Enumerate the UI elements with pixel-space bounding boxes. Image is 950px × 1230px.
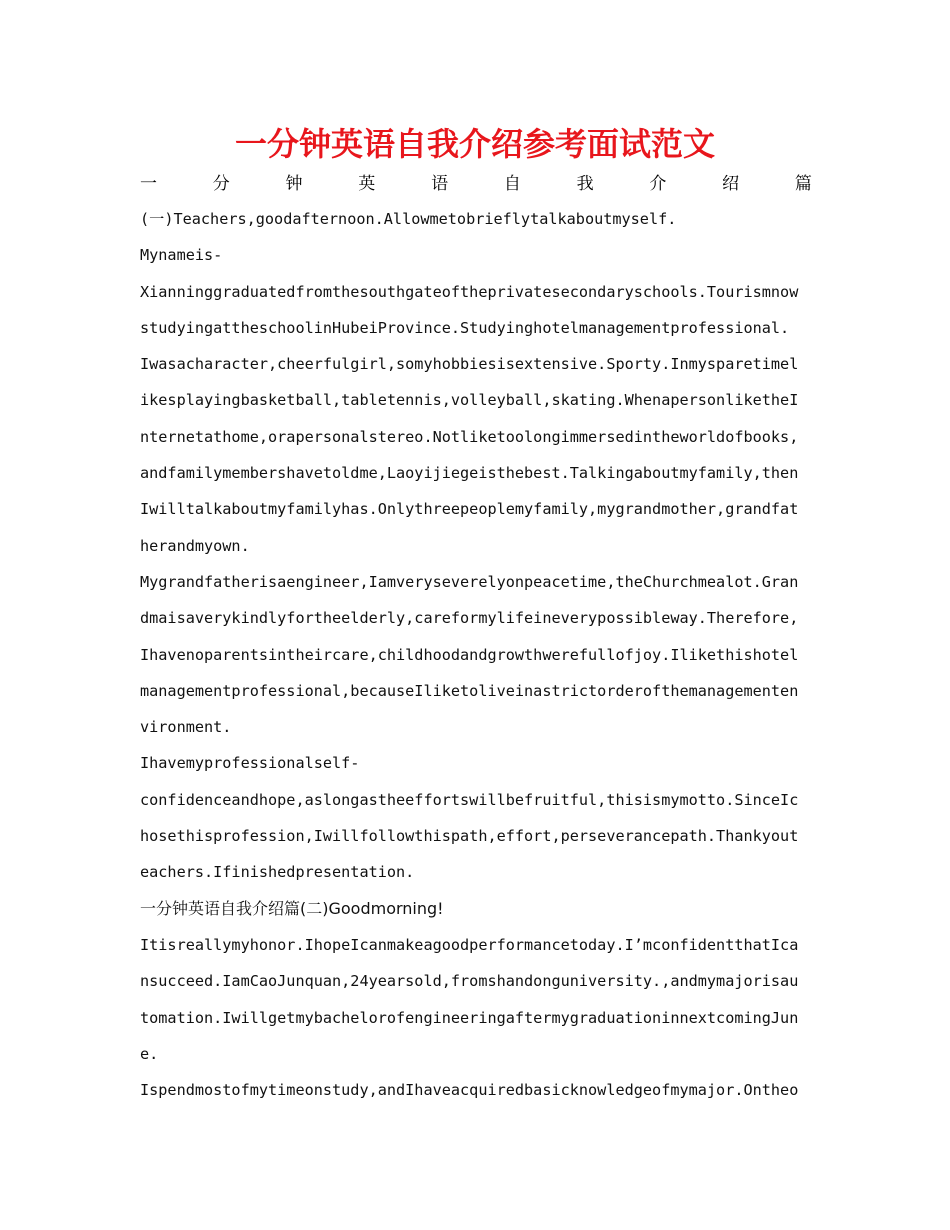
heading-char: 一 (140, 173, 157, 194)
text-line: ikesplayingbasketball,tabletennis,volleyball,skating.WhenapersonliketheI (140, 391, 799, 410)
heading-char: 英 (358, 173, 376, 194)
text-line: managementprofessional,becauseIliketoliveinastrictorderofthemanagementen (140, 681, 799, 700)
heading-char: 我 (576, 173, 594, 194)
text-line: Ihavemyprofessionalself- (140, 754, 360, 773)
heading-char: 篇 (794, 173, 812, 194)
text-line: herandmyown. (140, 536, 250, 555)
text-line: tomation.IwillgetmybachelorofengineeringaftermygraduationinnextcomingJun (140, 1008, 799, 1027)
heading-char: 分 (212, 173, 230, 194)
heading-char: 绍 (722, 173, 740, 194)
text-line: andfamilymembershavetoldme,Laoyijiegeisthebest.Talkingaboutmyfamily,then (140, 464, 799, 483)
text-line: Xianninggraduatedfromthesouthgateoftheprivatesecondaryschools.Tourismnow (140, 282, 799, 301)
text-line: Itisreallymyhonor.IhopeIcanmakeagoodperformancetoday.I’mconfidentthatIca (140, 935, 799, 954)
text-line: (一)Teachers,goodafternoon.Allowmetobrieflytalkaboutmyself. (140, 210, 677, 228)
text-line: e. (140, 1044, 159, 1063)
document-body (140, 201, 812, 1108)
text-line: Ihavenoparentsintheircare,childhoodandgrowthwerefullofjoy.Ilikethishotel (140, 645, 799, 664)
heading-char: 语 (431, 173, 449, 194)
text-line: Ispendmostofmytimeonstudy,andIhaveacquiredbasicknowledgeofmymajor.Ontheo (140, 1081, 799, 1100)
text-line: dmaisaverykindlyfortheelderly,careformylifeineverypossibleway.Therefore, (140, 609, 799, 628)
text-line: Iwasacharacter,cheerfulgirl,somyhobbiesisextensive.Sporty.Inmysparetimel (140, 355, 799, 374)
document-title: 一分钟英语自我介绍参考面试范文 (234, 125, 715, 163)
text-line: eachers.Ifinishedpresentation. (140, 863, 415, 882)
text-line: Mynameis- (140, 246, 223, 265)
text-line: Iwilltalkaboutmyfamilyhas.Onlythreepeoplemyfamily,mygrandmother,grandfat (140, 500, 799, 519)
text-line: studyingattheschoolinHubeiProvince.Studyinghotelmanagementprofessional. (140, 318, 790, 337)
heading-char: 钟 (285, 173, 303, 194)
section-heading (140, 166, 812, 196)
text-line: nsucceed.IamCaoJunquan,24yearsold,fromshandonguniversity.,andmymajorisau (140, 972, 799, 991)
text-line: nternetathome,orapersonalstereo.Notliketoolongimmersedintheworldofbooks, (140, 427, 799, 446)
heading-char: 自 (503, 173, 521, 194)
text-line: Mygrandfatherisaengineer,Iamveryseverelyonpeacetime,theChurchmealot.Gran (140, 572, 799, 591)
text-line: 一分钟英语自我介绍篇(二)Goodmorning! (140, 898, 444, 918)
text-line: hosethisprofession,Iwillfollowthispath,effort,perseverancepath.Thankyout (140, 827, 799, 846)
text-line: confidenceandhope,aslongastheeffortswillbefruitful,thisismymotto.SinceIc (140, 790, 799, 809)
heading-char: 介 (649, 173, 667, 194)
text-line: vironment. (140, 718, 232, 737)
